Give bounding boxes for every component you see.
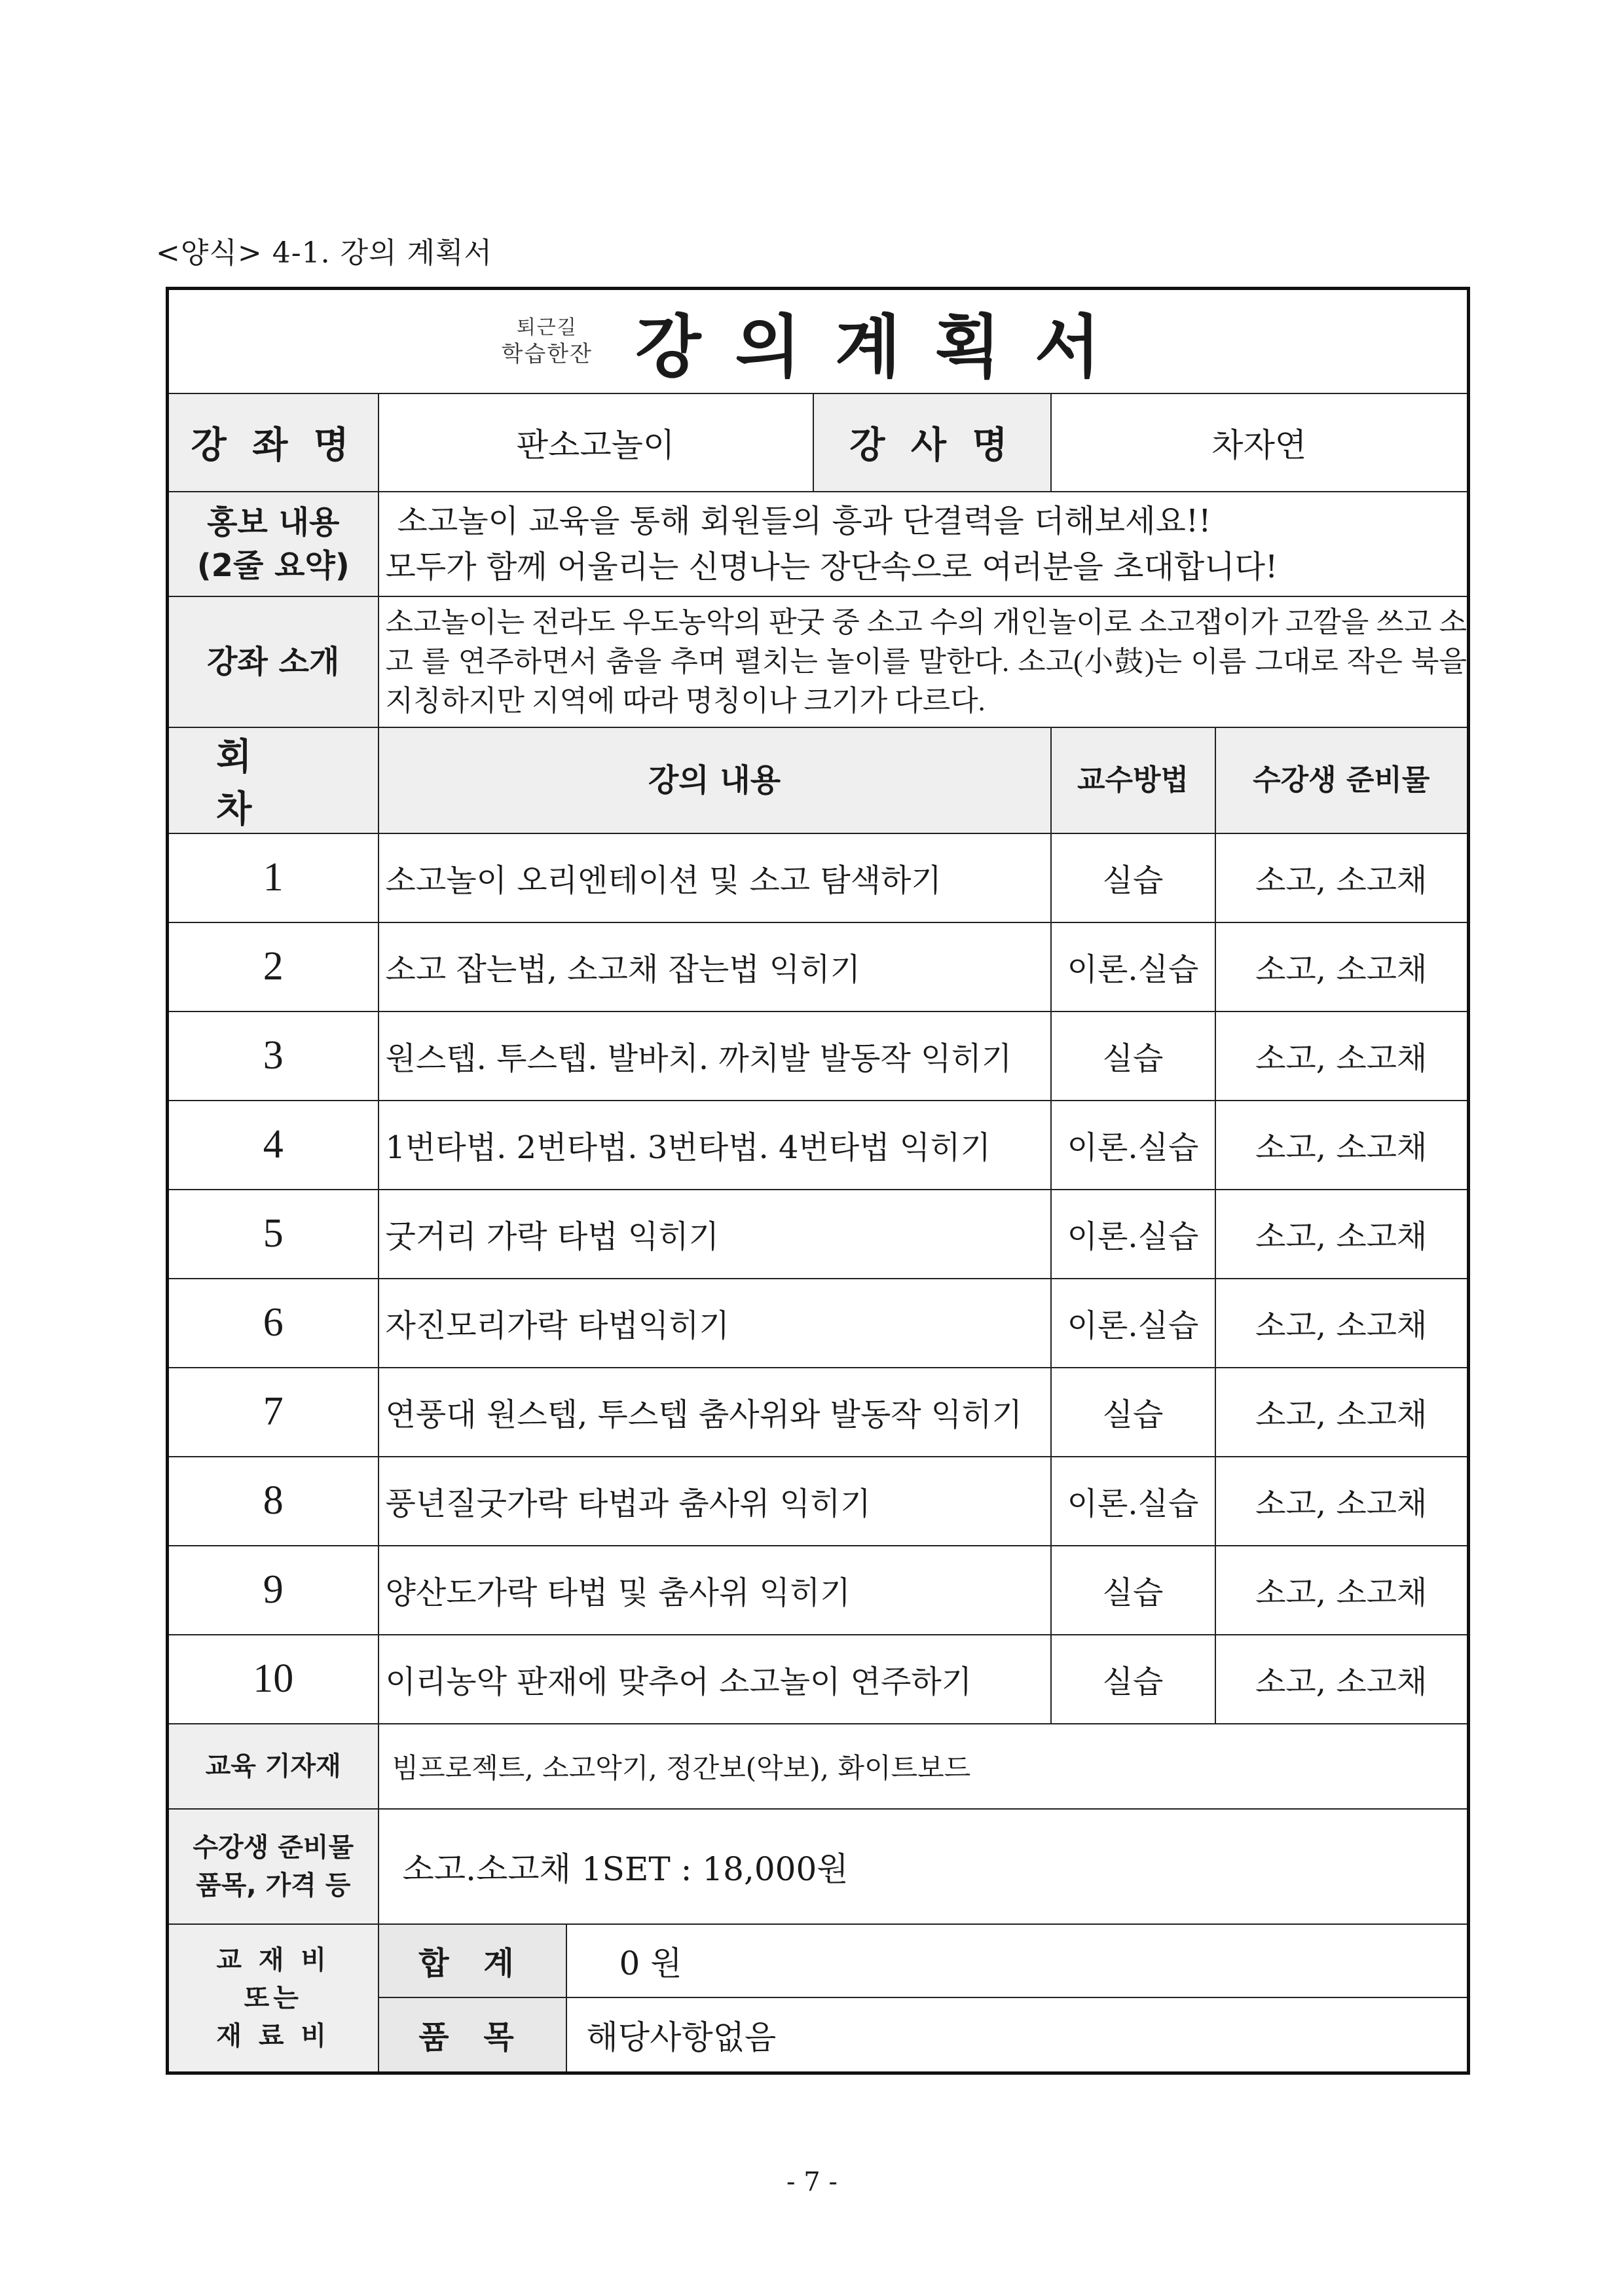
session-method: 실습: [1051, 1546, 1215, 1635]
session-method: 실습: [1051, 1011, 1215, 1101]
method-header: 교수방법: [1051, 727, 1215, 833]
schedule-header-row: [168, 727, 1469, 833]
session-row: [168, 833, 1469, 922]
session-content: 양산도가락 타법 및 춤사위 익히기: [378, 1546, 1051, 1635]
intro-label: 강좌 소개: [168, 596, 378, 727]
item-label: 품 목: [378, 1997, 566, 2073]
session-method: 실습: [1051, 1368, 1215, 1457]
session-row: [168, 922, 1469, 1011]
session-number: 8: [168, 1457, 378, 1546]
session-materials: 소고, 소고채: [1215, 1011, 1469, 1101]
session-row: [168, 1368, 1469, 1457]
session-materials: 소고, 소고채: [1215, 1546, 1469, 1635]
promo-text: [378, 492, 1469, 596]
equipment-label: 교육 기자재: [168, 1724, 378, 1809]
session-row: [168, 1546, 1469, 1635]
session-content: 자진모리가락 타법익히기: [378, 1279, 1051, 1368]
session-number: 4: [168, 1101, 378, 1190]
session-content: 원스텝. 투스텝. 발바치. 까치발 발동작 익히기: [378, 1011, 1051, 1101]
session-materials: 소고, 소고채: [1215, 922, 1469, 1011]
session-materials: 소고, 소고채: [1215, 1101, 1469, 1190]
student-items-value: 소고.소고채 1SET : 18,000원: [378, 1809, 1469, 1924]
session-method: 실습: [1051, 833, 1215, 922]
session-number: 3: [168, 1011, 378, 1101]
equipment-value: 빔프로젝트, 소고악기, 정간보(악보), 화이트보드: [378, 1724, 1469, 1809]
promo-label: 홍보 내용 (2줄 요약): [168, 492, 378, 596]
session-row: [168, 1279, 1469, 1368]
session-row: [168, 1635, 1469, 1724]
total-value: 0 원: [566, 1924, 1469, 1997]
course-name: 판소고놀이: [378, 393, 813, 492]
document-title: 강의계획서: [635, 307, 1135, 388]
equipment-row: [168, 1724, 1469, 1809]
session-number: 6: [168, 1279, 378, 1368]
session-materials: 소고, 소고채: [1215, 1368, 1469, 1457]
session-method: 이론.실습: [1051, 1190, 1215, 1279]
promo-row: [168, 492, 1469, 596]
session-materials: 소고, 소고채: [1215, 833, 1469, 922]
session-content: 풍년질굿가락 타법과 춤사위 익히기: [378, 1457, 1051, 1546]
instructor-name: 차자연: [1051, 393, 1469, 492]
session-materials: 소고, 소고채: [1215, 1190, 1469, 1279]
form-label: <양식> 4-1. 강의 계획서: [156, 236, 493, 270]
session-content: 소고놀이 오리엔테이션 및 소고 탐색하기: [378, 833, 1051, 922]
program-logo: 퇴근길 학습한잔: [501, 316, 593, 368]
intro-text: 소고놀이는 전라도 우도농악의 판굿 중 소고 수의 개인놀이로 소고잽이가 고깔을 쓰고 소고 를 연주하면서 춤을 추며 펼치는 놀이를 말한다. 소고(小鼓)는 이름 그대로 작은 북을 지칭하지만 지역에 따라 명칭이나 크기가 다르다.: [378, 596, 1469, 727]
session-materials: 소고, 소고채: [1215, 1635, 1469, 1724]
session-content: 1번타법. 2번타법. 3번타법. 4번타법 익히기: [378, 1101, 1051, 1190]
promo-line-1: 소고놀이 교육을 통해 회원들의 흥과 단결력을 더해보세요!!: [397, 502, 1211, 539]
instructor-label: 강 사 명: [813, 393, 1051, 492]
session-method: 이론.실습: [1051, 1101, 1215, 1190]
session-materials: 소고, 소고채: [1215, 1457, 1469, 1546]
material-total-row: [168, 1924, 1469, 1997]
session-method: 실습: [1051, 1635, 1215, 1724]
session-number: 7: [168, 1368, 378, 1457]
session-number: 1: [168, 833, 378, 922]
session-row: [168, 1457, 1469, 1546]
session-number: 10: [168, 1635, 378, 1724]
item-value: 해당사항없음: [566, 1997, 1469, 2073]
promo-line-2: 모두가 함께 어울리는 신명나는 장단속으로 여러분을 초대합니다!: [385, 548, 1278, 585]
session-method: 이론.실습: [1051, 1279, 1215, 1368]
page-number: - 7 -: [786, 2167, 838, 2197]
student-items-label: 수강생 준비물 품목, 가격 등: [168, 1809, 378, 1924]
lecture-plan-table: [166, 287, 1470, 2075]
title-row: [168, 289, 1469, 393]
session-content: 연풍대 원스텝, 투스텝 춤사위와 발동작 익히기: [378, 1368, 1051, 1457]
session-number: 9: [168, 1546, 378, 1635]
intro-row: [168, 596, 1469, 727]
session-number: 2: [168, 922, 378, 1011]
session-method: 이론.실습: [1051, 1457, 1215, 1546]
session-header: 회 차: [168, 727, 378, 833]
session-number: 5: [168, 1190, 378, 1279]
session-materials: 소고, 소고채: [1215, 1279, 1469, 1368]
title-cell: [168, 289, 1469, 393]
materials-header: 수강생 준비물: [1215, 727, 1469, 833]
content-header: 강의 내용: [378, 727, 1051, 833]
session-row: [168, 1101, 1469, 1190]
course-name-label: 강 좌 명: [168, 393, 378, 492]
course-row: [168, 393, 1469, 492]
material-cost-label: 교 재 비 또는 재 료 비: [168, 1924, 378, 2073]
student-items-row: [168, 1809, 1469, 1924]
total-label: 합 계: [378, 1924, 566, 1997]
session-row: [168, 1190, 1469, 1279]
session-method: 이론.실습: [1051, 922, 1215, 1011]
session-content: 이리농악 판재에 맞추어 소고놀이 연주하기: [378, 1635, 1051, 1724]
session-content: 소고 잡는법, 소고채 잡는법 익히기: [378, 922, 1051, 1011]
session-content: 굿거리 가락 타법 익히기: [378, 1190, 1051, 1279]
session-row: [168, 1011, 1469, 1101]
